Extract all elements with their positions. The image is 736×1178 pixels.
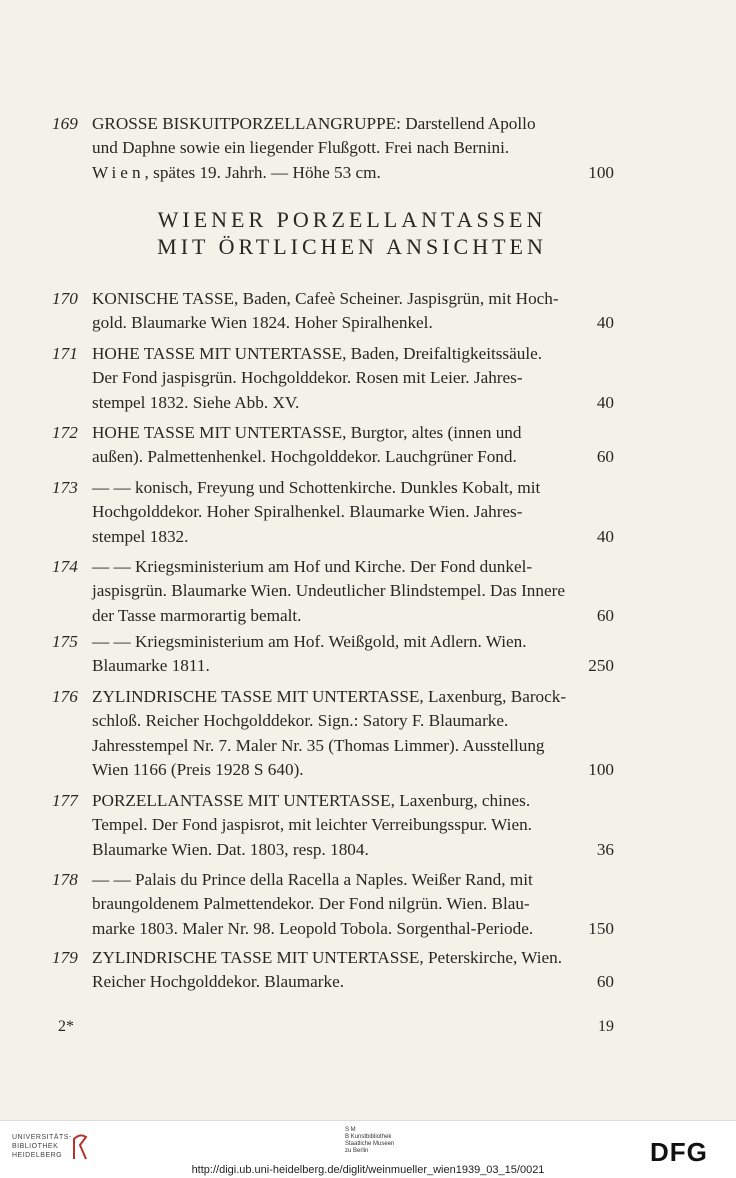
entry-line: PORZELLANTASSE MIT UNTERTASSE, Laxenburg, chines. <box>92 791 531 810</box>
entry-line: — — Palais du Prince della Racella a Naples. Weißer Rand, mit <box>92 870 533 889</box>
source-url-link[interactable]: http://digi.ub.uni-heidelberg.de/diglit/weinmueller_wien1939_03_15/0021 <box>191 1164 545 1176</box>
catalog-entry-172 <box>52 421 614 470</box>
library-line: UNIVERSITÄTS- <box>12 1134 72 1141</box>
catalog-entry-173 <box>52 476 614 549</box>
museum-stamp <box>345 1127 394 1155</box>
lot-price: 40 <box>596 526 614 546</box>
lot-price: 100 <box>588 759 614 779</box>
lot-price: 60 <box>596 447 614 467</box>
entry-line: Hochgolddekor. Hoher Spiralhenkel. Blaumarke Wien. Jahres- <box>92 502 523 522</box>
library-logo-icon <box>72 1131 88 1161</box>
entry-line: ZYLINDRISCHE TASSE MIT UNTERTASSE, Peterskirche, Wien. <box>92 948 563 967</box>
entry-line: Der Fond jaspisgrün. Hochgolddekor. Rosen mit Leier. Jahres- <box>92 368 523 388</box>
entry-line: HOHE TASSE MIT UNTERTASSE, Burgtor, altes (innen und <box>92 423 522 442</box>
entry-line: — — Kriegsministerium am Hof. Weißgold, mit Adlern. Wien. <box>92 632 527 651</box>
entry-line: Wien 1166 (Preis 1928 S 640). <box>92 759 304 779</box>
entry-line: stempel 1832. Siehe Abb. XV. <box>92 392 300 412</box>
lot-price: 60 <box>596 972 614 992</box>
entry-line: Blaumarke 1811. <box>92 656 210 676</box>
entry-line: HOHE TASSE MIT UNTERTASSE, Baden, Dreifaltigkeitssäule. <box>92 344 543 363</box>
spaced-word: Wien <box>92 162 145 182</box>
lot-number: 171 <box>52 344 78 363</box>
library-line: BIBLIOTHEK <box>12 1143 59 1150</box>
lot-number: 176 <box>52 687 78 706</box>
entry-line: gold. Blaumarke Wien 1824. Hoher Spiralhenkel. <box>92 313 433 333</box>
catalog-entry-169 <box>52 112 614 185</box>
catalog-entry-175 <box>52 630 614 679</box>
entry-line: und Daphne sowie ein liegender Flußgott. Frei nach Bernini. <box>92 138 510 158</box>
entry-line: marke 1803. Maler Nr. 98. Leopold Tobola. Sorgenthal-Periode. <box>92 918 534 938</box>
catalog-entry-177 <box>52 789 614 862</box>
catalog-entry-174 <box>52 555 614 628</box>
stamp-line: Staatliche Museen <box>345 1141 395 1147</box>
stamp-line: zu Berlin <box>345 1148 369 1154</box>
lot-price: 40 <box>596 313 614 333</box>
entry-line: — — Kriegsministerium am Hof und Kirche. Der Fond dunkel- <box>92 557 533 576</box>
entry-line: braungoldenem Palmettendekor. Der Fond nilgrün. Wien. Blau- <box>92 894 530 914</box>
lot-price: 60 <box>596 605 614 625</box>
entry-line: Jahresstempel Nr. 7. Maler Nr. 35 (Thomas Limmer). Ausstellung <box>92 735 545 755</box>
library-line: HEIDELBERG <box>12 1152 63 1159</box>
lot-number: 174 <box>52 557 78 576</box>
lot-number: 179 <box>52 948 78 967</box>
dfg-logo: DFG <box>650 1137 708 1167</box>
entry-line: ZYLINDRISCHE TASSE MIT UNTERTASSE, Laxenburg, Barock- <box>92 687 567 706</box>
heading-line-2: MIT ÖRTLICHEN ANSICHTEN <box>157 234 547 259</box>
entry-line: Blaumarke Wien. Dat. 1803, resp. 1804. <box>92 839 369 859</box>
entry-line: stempel 1832. <box>92 526 189 546</box>
stamp-line: B Kunstbibliothek <box>345 1134 392 1140</box>
catalog-entry-179 <box>52 946 614 995</box>
entry-line: GROSSE BISKUITPORZELLANGRUPPE: Darstellend Apollo <box>92 114 536 133</box>
lot-number: 177 <box>52 791 78 810</box>
lot-price: 250 <box>588 656 614 676</box>
section-heading <box>92 206 612 260</box>
catalog-entry-170 <box>52 287 614 336</box>
lot-price: 36 <box>596 839 614 859</box>
lot-number: 173 <box>52 478 78 497</box>
lot-price: 150 <box>588 918 614 938</box>
stamp-line: S M <box>345 1127 356 1133</box>
lot-number: 172 <box>52 423 78 442</box>
entry-line: schloß. Reicher Hochgolddekor. Sign.: Satory F. Blaumarke. <box>92 711 509 731</box>
catalog-entry-171 <box>52 342 614 415</box>
entry-line: Tempel. Der Fond jaspisrot, mit leichter Verreibungsspur. Wien. <box>92 815 532 835</box>
lot-number: 170 <box>52 289 78 308</box>
catalog-entry-176 <box>52 685 614 782</box>
lot-price: 100 <box>588 162 614 182</box>
entry-line: , spätes 19. Jahrh. — Höhe 53 cm. <box>144 162 381 182</box>
entry-line: — — konisch, Freyung und Schottenkirche. Dunkles Kobalt, mit <box>92 478 541 497</box>
university-library-label <box>12 1133 72 1160</box>
entry-line: Reicher Hochgolddekor. Blaumarke. <box>92 972 345 992</box>
entry-line: jaspisgrün. Blaumarke Wien. Undeutlicher Blindstempel. Das Innere <box>92 581 565 601</box>
entry-line: der Tasse marmorartig bemalt. <box>92 605 302 625</box>
entry-line: KONISCHE TASSE, Baden, Cafeè Scheiner. Jaspisgrün, mit Hoch- <box>92 289 559 308</box>
page-number: 19 <box>598 1018 614 1035</box>
lot-number: 178 <box>52 870 78 889</box>
signature-mark: 2* <box>58 1018 74 1035</box>
lot-number: 175 <box>52 632 78 651</box>
heading-line-1: WIENER PORZELLANTASSEN <box>157 207 547 232</box>
lot-number: 169 <box>52 114 78 133</box>
entry-line: außen). Palmettenhenkel. Hochgolddekor. Lauchgrüner Fond. <box>92 447 517 467</box>
lot-price: 40 <box>596 392 614 412</box>
catalog-entry-178 <box>52 868 614 941</box>
